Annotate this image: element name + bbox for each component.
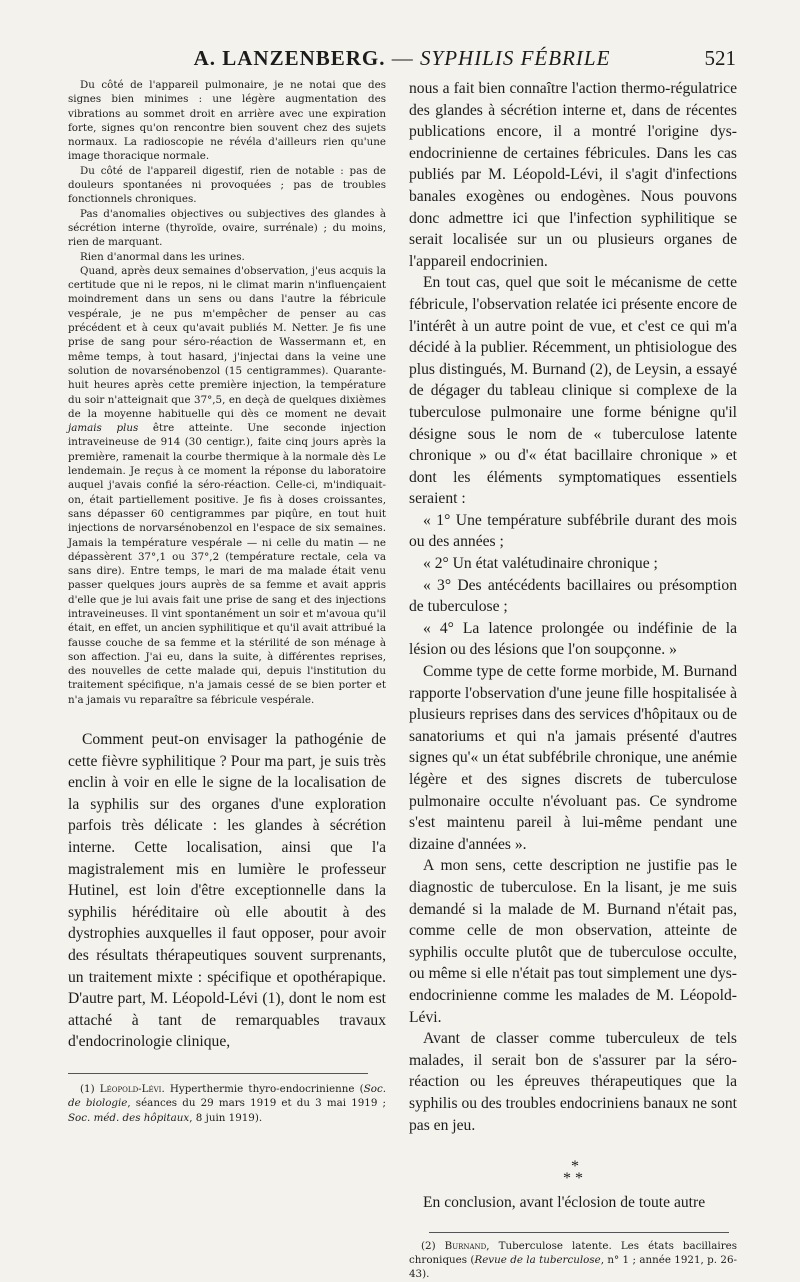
footnote-1-dates: , séances du 29 mars 1919 et du 3 mai 1919 ; <box>127 1097 387 1110</box>
criterion-2: « 2° Un état valétudinaire chronique ; <box>423 555 658 573</box>
paragraph-leopold-levi: nous a fait bien connaître l'action thermo-régulatrice des glandes à sécrétion interne et, dans de récentes publications encore, il a montré l'origine dys-endocrinienne de certaines fébricules. Dans les cas publiés par M. Léopold-Lévi, il s'agit d'infections banales exogènes ou endogènes. Nous pouvons donc admettre ici que l'infection syphilitique se serait localisée sur un ou plusieurs organes de l'appareil endocrinien. <box>409 80 737 270</box>
footnote-2 <box>409 1232 737 1282</box>
running-title <box>68 46 736 71</box>
page-number: 521 <box>704 46 736 70</box>
treatment-text-continued: être atteinte. Une seconde injection intraveineuse de 914 (30 centigr.), faite cinq jours après la première, ramenait la courbe thermique à la normale dès <box>68 422 386 463</box>
footnote-rule-right <box>429 1232 729 1233</box>
footnote-2-end: , n° 1 ; année 1921, p. 26-43). <box>409 1253 737 1281</box>
footnote-1-end: , 8 juin 1919). <box>189 1111 263 1124</box>
footnote-2-journal: Revue de la tuberculose <box>474 1253 601 1266</box>
header-author: A. LANZENBERG. <box>193 46 386 70</box>
paragraph-urine: Rien d'anormal dans les urines. <box>80 250 245 263</box>
footnote-1-journal-2: Soc. méd. des hôpitaux <box>68 1111 190 1124</box>
footnote-1 <box>68 1073 386 1125</box>
treatment-text: Quand, après deux semaines d'observation, j'eus acquis la certitude que ni le repos, ni le climat marin n'influençaient moindrement dans un sens ou dans l'autre la fébricule vespérale, je ne pus m'empêcher de penser au cas précédent et à ceux qu'avait publiés M. Netter. Je fis une prise de sang pour séro-réaction de Wassermann et, en même temps, à tout hasard, j'injectai dans la veine une solution de novarsénobenzol (15 centigrammes). Quarante-huit heures après cette première injection, la température du soir n'atteignait que 37°,5, en deçà de quelques dixièmes de la moyenne habituelle qui dès ce moment ne devait <box>68 264 386 420</box>
criterion-3: « 3° Des antécédents bacillaires ou présomption de tuberculose ; <box>409 576 737 616</box>
header-subject: SYPHILIS FÉBRILE <box>420 46 611 70</box>
footnote-rule <box>68 1073 368 1074</box>
treatment-text-end: Le lendemain. Je reçus à ce moment la réponse du laboratoire auquel j'avais confié la séro-réaction. Celle-ci, m'indiquait-on, était partiellement positive. Je fis à doses croissantes, sans dépasser 60 centigrammes par piqûre, en tout huit injections de norvarsénobenzol en l'espace de six semaines. Jamais la température vespérale — ni celle du matin — ne dépassèrent 37°,1 ou 37°,2 (température rectale, cela va sans dire). Entre temps, le mari de ma malade était venu passer quelques jours auprès de sa femme et avait appris d'elle que je lui avais fait une prise de sang et des injections intraveineuses. Il vint spontanément un soir et m'avoua qu'il était, en effet, un ancien syphilitique et qu'il avait attribué la fausse couche de sa femme et la stérilité de son ménage à son affection. J'ai eu, dans la suite, à différentes reprises, des nouvelles de cette malade qui, depuis l'institution du traitement spécifique, n'a jamais cessé de se bien porter et n'a jamais vu reparaître sa fébricule vespérale. <box>68 450 386 706</box>
paragraph-conclusion: En conclusion, avant l'éclosion de toute autre <box>423 1194 706 1212</box>
footnote-2-number: (2) <box>421 1239 445 1252</box>
paragraph-treatment <box>68 264 386 707</box>
header-dash: — <box>385 46 421 70</box>
criterion-1: « 1° Une température subfébrile durant des mois ou des années ; <box>409 511 737 551</box>
footnote-1-author: Léopold-Lévi <box>99 1082 162 1095</box>
paragraph-author-opinion: A mon sens, cette description ne justifie pas le diagnostic de tuberculose. En la lisant, je me suis demandé si la malade de M. Burnand n'était pas, comme celle de mon observation, atteinte de syphilis occulte plutôt que de tuberculose occulte, ou même si elle n'était pas tout simplement une dys-endocrinienne comme les malades de M. Léopold-Lévi. <box>409 857 737 1026</box>
footnote-1-title: . Hyperthermie thyro-endocrinienne ( <box>161 1082 364 1095</box>
paragraph-digestive: Du côté de l'appareil digestif, rien de notable : pas de douleurs spontanées ni provoquées ; pas de troubles fonctionnels chroniques. <box>68 164 386 206</box>
paragraph-recommendation: Avant de classer comme tuberculeux de tels malades, il serait bon de s'assurer par la séro-réaction ou les épreuves thérapeutiques que la syphilis ou des troubles endocriniens banaux ne sont pas en jeu. <box>409 1030 737 1134</box>
asterism-bottom: * * <box>563 1170 583 1188</box>
treatment-emphasis: jamais plus <box>68 422 139 435</box>
criterion-4: « 4° La latence prolongée ou indéfinie de la lésion ou des lésions que l'on soupçonne. » <box>409 619 737 659</box>
footnote-2-title: , Tuberculose latente. Les états bacillaires chroniques ( <box>409 1239 738 1266</box>
paragraph-pathogenesis: Comment peut-on envisager la pathogénie de cette fièvre syphilitique ? Pour ma part, je suis très enclin à voir en elle le signe de la localisation de la syphilis sur des organes d'une exploration parfois très délicate : les glandes à sécrétion interne. Cette localisation, ainsi que l'a magistralement mis en lumière le professeur Hutinel, est loin d'être exceptionnelle dans la syphilis héréditaire où elle aboutit à des dystrophies auxquelles il faut opposer, pour avoir des résultats thérapeutiques souvent surprenants, un traitement mixte : spécifique et opothérapique. D'autre part, M. Léopold-Lévi (1), dont le nom est attaché à tant de remarquables travaux d'endocrinologie clinique, <box>68 731 386 1051</box>
discussion-text-continued <box>409 78 737 1214</box>
paragraph-endocrine: Pas d'anomalies objectives ou subjectives des glandes à sécrétion interne (thyroïde, ovaire, surrénale) ; du moins, rien de marquant. <box>68 207 386 249</box>
section-asterism <box>409 1158 737 1188</box>
running-header <box>68 44 736 74</box>
left-column <box>68 78 386 1125</box>
paragraph-pulmonary: Du côté de l'appareil pulmonaire, je ne notai que des signes bien minimes : une légère augmentation des vibrations au sommet droit en arrière avec une expiration forte, signes qu'on rencontre bien souvent chez des sujets normaux. La radioscopie ne révéla d'ailleurs rien qu'une image thoracique normale. <box>68 79 386 163</box>
footnote-2-text <box>409 1239 737 1282</box>
discussion-text <box>68 729 386 1053</box>
paragraph-burnand-case: Comme type de cette forme morbide, M. Burnand rapporte l'observation d'une jeune fille hospitalisée à plusieurs reprises dans des services d'hôpitaux ou de sanatoriums et qui n'a jamais présenté d'autres signes qu'« un état subfébrile chronique, une anémie légère et des signes discrets de tuberculose pulmonaire occulte n'évoluant pas. Ce syndrome s'est maintenu pareil à lui-même pendant une dizaine d'années ». <box>409 663 737 853</box>
footnote-1-number: (1) <box>80 1082 100 1095</box>
paragraph-burnand: En tout cas, quel que soit le mécanisme de cette fébricule, l'observation relatée ici présente encore de l'intérêt à un autre point de vue, et c'est ce qui m'a décidé à la publier. Récemment, un phtisiologue des plus distingués, M. Burnand (2), de Leysin, a essayé de dégager du tableau clinique si complexe de la tuberculose pulmonaire une forme bénigne qu'il désigne sous le nom de « tuberculose latente chronique » ou d'« état bacillaire chronique » et dont les éléments symptomatiques essentiels seraient : <box>409 274 737 508</box>
right-column <box>409 78 737 1282</box>
footnote-1-text <box>68 1082 386 1125</box>
case-report-small-print <box>68 78 386 707</box>
asterism-top: * <box>567 1158 579 1176</box>
footnote-1-journal-1: Soc. de biologie <box>68 1082 386 1110</box>
footnote-2-author: Burnand <box>444 1239 487 1252</box>
